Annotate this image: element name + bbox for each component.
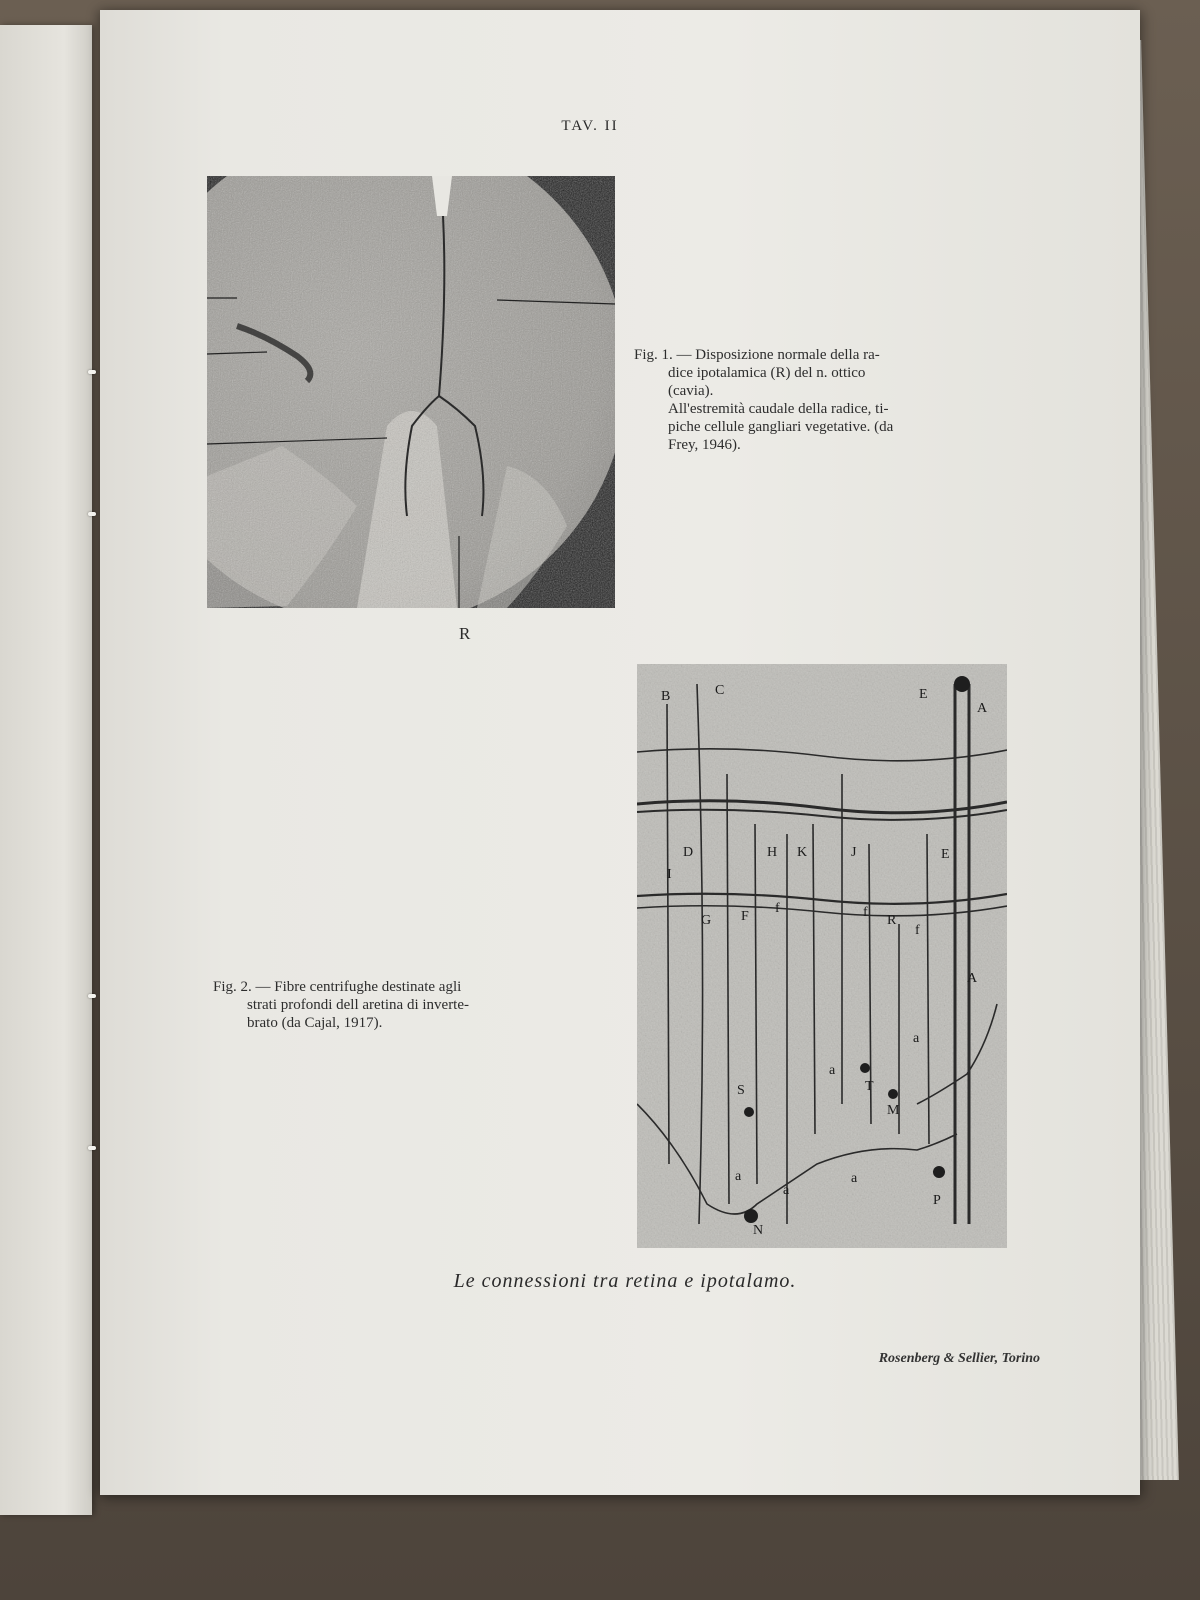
figure-2-letter-label: E [941, 847, 950, 862]
caption-line: piche cellule gangliari vegetative. (da [668, 419, 894, 435]
figure-2-letter-label: C [715, 683, 725, 698]
figure-2-letter-label: R [887, 913, 897, 928]
figure-2-letter-label: P [933, 1193, 941, 1208]
figure-2-letter-label: F [741, 909, 749, 924]
caption-line: dice ipotalamica (R) del n. ottico [668, 365, 866, 381]
binding-stitch [88, 512, 96, 516]
binding-stitch [88, 1146, 96, 1150]
figure-2-letter-label: S [737, 1083, 745, 1098]
figure-2-caption [213, 978, 575, 1032]
figure-1-caption [634, 346, 978, 454]
figure-2-letter-label: f [863, 905, 868, 920]
figure-2-letter-label: A [967, 971, 978, 986]
figure-2-letter-label: a [735, 1169, 742, 1184]
figure-2-letter-label: f [915, 923, 920, 938]
figure-2-letter-label: I [667, 867, 672, 882]
figure-2-letter-label: N [753, 1223, 764, 1238]
figure-2-letter-label: a [851, 1171, 858, 1186]
figure-2-letter-label: G [701, 913, 712, 928]
figure-2-letter-label: A [977, 701, 988, 716]
publisher-imprint: Rosenberg & Sellier, Torino [878, 1351, 1040, 1366]
caption-line: Frey, 1946). [668, 437, 741, 453]
figure-2-letter-label: a [913, 1031, 920, 1046]
micrograph-image [207, 176, 615, 608]
figure-2-letter-label: a [783, 1183, 790, 1198]
neuron-drawing [637, 664, 1007, 1248]
figure-2-letter-label: H [767, 845, 778, 860]
figure-1-micrograph [207, 176, 615, 608]
caption-line: brato (da Cajal, 1917). [247, 1015, 383, 1031]
binding-stitch [88, 370, 96, 374]
figure-2-letter-label: J [851, 845, 857, 860]
caption-line: Fig. 2. — Fibre centrifughe destinate agli [213, 979, 462, 995]
figure-2-letter-label: f [775, 901, 780, 916]
figure-2-letter-label: D [683, 845, 694, 860]
figure-2-drawing [637, 664, 1007, 1248]
figure-2-letter-label: T [865, 1079, 874, 1094]
figure-2-letter-label: M [887, 1103, 900, 1118]
caption-line: (cavia). [668, 383, 714, 399]
plate-title: TAV. II [561, 118, 619, 134]
binding-stitch [88, 994, 96, 998]
figure-2-letter-label: K [797, 845, 808, 860]
caption-line: Fig. 1. — Disposizione normale della ra- [634, 347, 880, 363]
figure-1-label-r: R [459, 624, 471, 643]
caption-line: strati profondi dell aretina di inverte- [247, 997, 470, 1013]
figure-2-letter-label: a [829, 1063, 836, 1078]
caption-line: All'estremità caudale della radice, ti- [668, 401, 889, 417]
figure-2-letter-label: B [661, 689, 671, 704]
figure-2-letter-label: E [919, 687, 928, 702]
left-page [0, 25, 92, 1515]
plate-subtitle: Le connessioni tra retina e ipotalamo. [453, 1270, 797, 1292]
